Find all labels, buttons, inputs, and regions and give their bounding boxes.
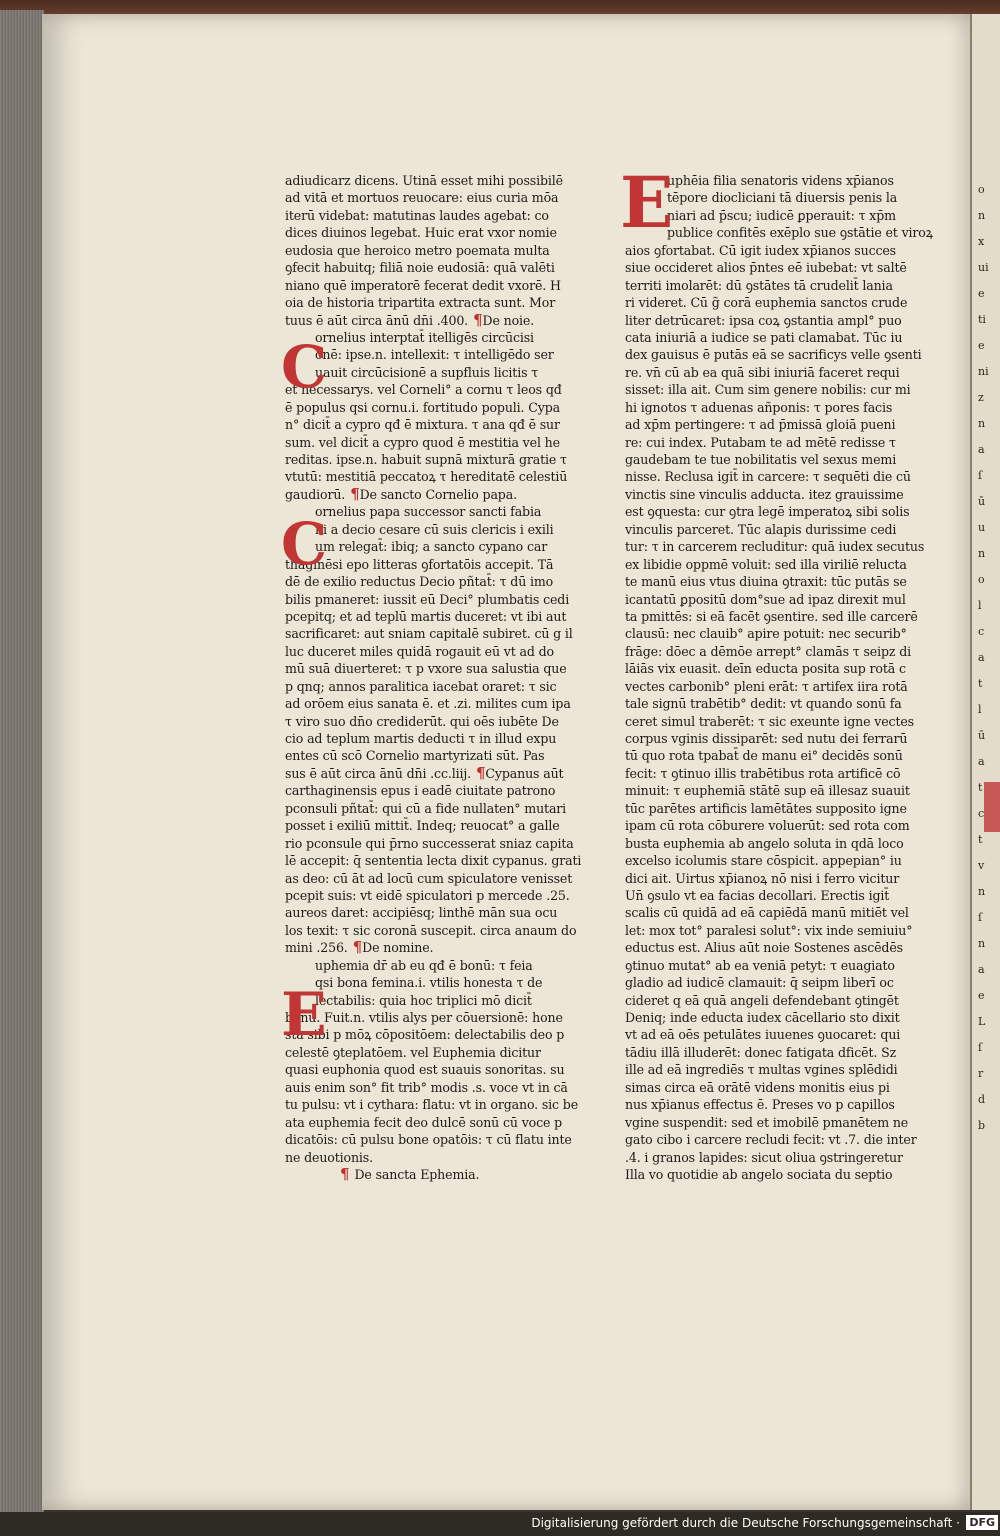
text-line	[285, 625, 603, 642]
next-page-fragment: c	[978, 625, 985, 638]
line-text: ad orōem eius sanata ē. et .zi. milites cum ipa	[285, 696, 571, 712]
text-line	[625, 904, 947, 921]
line-text: ipam cū rota cōburere voluerūt: sed rota com	[625, 818, 910, 834]
line-text: cio ad teplum martis deducti τ in illud expu	[285, 731, 557, 746]
line-text: posset i exiliū mittit̄. Indeq; reuocat° a galle	[285, 818, 560, 834]
text-line	[625, 974, 947, 991]
line-text: oia de historia tripartita extracta sunt. Mor	[285, 295, 556, 311]
text-line	[625, 1026, 947, 1043]
line-text: re. vn̄ cū ab ea quā sibi iniuriā faceret requi	[625, 364, 900, 380]
line-text: gladio ad iudicē clamauit: q̄ seipm liberī oc	[625, 975, 894, 991]
text-line	[285, 782, 603, 799]
line-text: Deniq; inde educta iudex cācellario sto dixit	[625, 1010, 900, 1025]
line-text: ta pmittēs: si eā facēt ꝯsentire. sed ille carcerē	[625, 608, 918, 624]
text-line	[285, 538, 603, 555]
text-line	[285, 922, 603, 939]
text-line	[625, 346, 947, 363]
line-text: busta euphemia ab angelo soluta in qdā loco	[625, 835, 904, 851]
next-page-fragment: ſ	[978, 911, 983, 924]
line-text: vgine suspendit: sed et imobilē pmanētem ne	[625, 1114, 909, 1130]
text-line	[625, 800, 947, 817]
text-line	[625, 503, 947, 520]
line-text: sisset: illa ait. Cum sim genere nobilis: cur mi	[625, 382, 911, 398]
text-line	[625, 713, 947, 730]
line-text: tū quo rota tpabat̄ de manu ei° decidēs sonū	[625, 748, 903, 764]
text-line	[285, 399, 603, 416]
text-line	[625, 591, 947, 608]
next-page-fragment: x	[978, 235, 985, 248]
text-line	[625, 329, 947, 346]
initial-c-cornelius-papa: C	[281, 510, 328, 578]
line-text: bonū. Fuit.n. vtilis alys per cōuersionē: hone	[285, 1010, 563, 1025]
next-page-fragment: a	[978, 651, 985, 664]
line-text: uphēia filia senatoris videns xp̄ianos	[667, 173, 894, 188]
text-line	[285, 294, 603, 311]
next-page-fragment: l	[978, 599, 982, 612]
text-line	[285, 904, 603, 921]
text-line	[625, 1131, 947, 1148]
text-line	[625, 1009, 947, 1026]
text-line	[625, 1114, 947, 1131]
next-page-fragment: ti	[978, 313, 986, 326]
line-text: bilis pmaneret: iussit eū Deci° plumbatis cedi	[285, 591, 570, 607]
line-text: p qnq; annos paralitica iacebat oraret: τ sic	[285, 678, 557, 694]
next-page-fragment: n	[978, 937, 986, 950]
line-text: gato cibo i carcere recludi fecit: vt .7. die inter	[625, 1132, 917, 1148]
initial-e-euphemia-left: E	[281, 980, 327, 1050]
line-text: tuus ē aūt circa ānū dn̄i .400.	[285, 312, 469, 328]
footer-bar	[0, 1512, 1000, 1536]
text-line	[285, 556, 603, 573]
line-text: sum. vel dicit̄ a cypro quod ē mestitia vel he	[285, 434, 560, 450]
line-text: vt ad eā oēs petulātes iuuenes ꝯuocaret: qui	[625, 1027, 901, 1043]
line-text: mini .256.	[285, 940, 348, 956]
text-line	[625, 1096, 947, 1113]
text-line	[625, 364, 947, 381]
next-page-fragment: o	[978, 183, 985, 196]
text-line	[285, 1149, 603, 1166]
text-line	[285, 486, 603, 503]
line-text: icantatū ꝑpositū dom°sue ad ipaz direxit mul	[625, 591, 906, 607]
line-text: ꝯfecit habuitq; filiā noie eudosiā: quā valēti	[285, 260, 555, 276]
text-line	[285, 1009, 603, 1026]
line-text: ē populus qsi cornu.i. fortitudo populi. Cypa	[285, 399, 560, 415]
line-text: τ viro suo dn̄o crediderūt. qui oēs iubēte De	[285, 713, 559, 729]
line-text: dices diuinos legebat. Huic erat vxor nomie	[285, 225, 557, 241]
text-line	[625, 1079, 947, 1096]
line-text: territi imolarēt: dū ꝯstātes tā crudelit̄ lania	[625, 277, 893, 293]
text-line	[285, 521, 603, 538]
text-line	[285, 468, 603, 485]
line-text: carthaginensis epus i eadē ciuitate patrono	[285, 783, 556, 799]
text-line	[285, 1061, 603, 1078]
line-text: luc duceret miles quidā rogauit eū vt ad do	[285, 643, 554, 659]
paragraph-mark-icon: ¶	[468, 311, 483, 329]
next-page-edge	[970, 14, 1000, 1510]
line-text: ri videret. Cū g̃ corā euphemia sanctos crude	[625, 295, 908, 311]
next-page-fragment: ſ	[978, 469, 983, 482]
text-line	[625, 277, 947, 294]
line-text: ad vitā et mortuos reuocare: eius curia mōa	[285, 190, 559, 206]
line-text: vectes carbonib° pleni erāt: τ artifex iira rotā	[625, 678, 908, 694]
line-text: tādiu illā illuderēt: donec fatigata dficēt. Sz	[625, 1044, 897, 1060]
text-line	[285, 695, 603, 712]
next-page-fragment: t	[978, 781, 983, 794]
next-page-red-initial	[984, 782, 1000, 832]
line-text: dē de exilio reductus Decio pñtat̄: τ dū imo	[285, 574, 554, 590]
line-text: n° dicit̄ a cypro qđ ē mixtura. τ ana qđ ē sur	[285, 417, 560, 433]
line-text: dex gauisus ē putās eā se sacrificys velle ꝯsenti	[625, 347, 922, 363]
text-line	[625, 782, 947, 799]
line-text: ꝯtinuo mutat° ab ea veniā petyt: τ euagiato	[625, 957, 895, 973]
next-page-fragment: t	[978, 833, 983, 846]
next-page-fragment: n	[978, 417, 986, 430]
text-line	[625, 573, 947, 590]
text-line	[285, 189, 603, 206]
text-line	[285, 608, 603, 625]
text-line	[285, 870, 603, 887]
text-line	[285, 887, 603, 904]
text-line	[285, 1044, 603, 1061]
line-text: ornelius papa successor sancti fabia	[315, 504, 542, 520]
line-text: qsi bona femina.i. vtilis honesta τ de	[315, 975, 543, 991]
text-line	[625, 538, 947, 555]
text-line	[625, 1044, 947, 1061]
text-line	[285, 346, 603, 363]
line-text: tu pulsu: vt i cythara: flatu: vt in organo. sic be	[285, 1097, 579, 1113]
line-text: hi ignotos τ aduenas añponis: τ pores facis	[625, 399, 893, 415]
line-text: tūc parētes artificis lamētātes supposito igne	[625, 800, 907, 816]
line-text: siue occideret alios p̄ntes eē iubebat: vt saltē	[625, 260, 907, 276]
footer-credit: Digitalisierung gefördert durch die Deutsche Forschungsgemeinschaft ·	[531, 1516, 960, 1530]
text-line	[625, 294, 947, 311]
next-page-fragment: v	[978, 859, 985, 872]
next-page-fragment: L	[978, 1015, 986, 1028]
text-line	[625, 678, 947, 695]
text-line	[625, 992, 947, 1009]
text-line	[625, 765, 947, 782]
line-text: celestē ꝯteplatōem. vel Euphemia dicitur	[285, 1044, 541, 1060]
next-page-fragment: e	[978, 287, 985, 300]
line-text: .4. i granos lapides: sicut oliua ꝯstringeretur	[625, 1149, 903, 1165]
text-line	[625, 468, 947, 485]
line-text: dicatōis: cū pulsu bone opatōis: τ cū flatu inte	[285, 1132, 572, 1148]
line-text: tur: τ in carcerem recluditur: quā iudex secutus	[625, 539, 925, 555]
rubric-heading: De sancto Cornelio papa.	[359, 486, 517, 502]
line-text: vtutū: mestitiā peccatoꝝ τ hereditatē celestiū	[285, 469, 568, 485]
text-line	[285, 713, 603, 730]
line-text: iterū videbat: matutinas laudes agebat: co	[285, 207, 549, 223]
paragraph-mark-icon: ¶	[347, 939, 363, 957]
next-page-fragment: ni	[978, 365, 989, 378]
line-text: liter detrūcaret: ipsa coꝝ ꝯstantia ampl° puo	[625, 312, 902, 328]
text-line	[285, 1079, 603, 1096]
line-text: pcepit suis: vt eidē spiculatori p mercede .25.	[285, 887, 570, 903]
next-page-fragment: ui	[978, 261, 989, 274]
text-line	[285, 364, 603, 381]
text-line	[285, 172, 603, 189]
line-text: sacrificaret: aut sniam capitalē subiret. cū g il	[285, 626, 573, 642]
text-line	[625, 730, 947, 747]
text-line	[625, 625, 947, 642]
line-text: et necessarys. vel Corneli° a cornu τ leos qđ	[285, 382, 562, 398]
line-text: ni a decio cesare cū suis clericis i exili	[315, 521, 554, 537]
line-text: um relegat̄: ibiq; a sancto cypano car	[315, 539, 548, 555]
line-text: quasi euphonia quod est suauis sonoritas. su	[285, 1062, 565, 1078]
line-text: nisse. Reclusa igit̄ in carcere: τ sequēti die cū	[625, 469, 911, 485]
line-text: adiudicarz dicens. Utinā esset mihi possibilē	[285, 173, 563, 188]
right-text-column	[625, 172, 947, 1183]
text-line	[285, 852, 603, 869]
line-text: rio pconsule qui p̄rno successerat sniaz capita	[285, 835, 574, 851]
next-page-fragment: a	[978, 755, 985, 768]
text-line	[625, 608, 947, 625]
text-line	[625, 922, 947, 939]
text-line	[625, 451, 947, 468]
text-line	[625, 817, 947, 834]
next-page-fragment: l	[978, 703, 982, 716]
line-text: simas circa eā orātē videns monitis eius pi	[625, 1079, 890, 1095]
line-text: gaudiorū.	[285, 486, 346, 502]
next-page-fragment: z	[978, 391, 984, 404]
line-text: ille ad eā ingrediēs τ multas vgines splēdidi	[625, 1062, 898, 1078]
line-text: ata euphemia fecit deo dulcē sonū cū voce p	[285, 1114, 563, 1130]
line-text: De sancta Ephemia.	[354, 1166, 480, 1182]
line-text: los texit: τ sic coronā suscepit. circa anaum do	[285, 922, 577, 938]
line-text: vinculis parceret. Tūc alapis durissime cedi	[625, 521, 897, 537]
text-line	[285, 207, 603, 224]
line-text: lāiās vix euasit. deīn educta posita sup rotā c	[625, 661, 906, 677]
line-text: cata iniuriā a iudice se pati clamabat. Tūc iu	[625, 329, 903, 345]
line-text: lectabilis: quia hoc triplici mō dicit̄	[315, 992, 532, 1008]
text-line	[625, 660, 947, 677]
next-page-fragment: ſ	[978, 1041, 983, 1054]
text-line	[625, 1061, 947, 1078]
text-line	[285, 730, 603, 747]
text-line	[625, 1166, 947, 1183]
line-text: scalis cū quidā ad eā capiēdā manū mitiēt vel	[625, 905, 909, 921]
line-text: entes cū scō Cornelio martyrizati sūt. Pas	[285, 748, 545, 764]
rubric-heading: Cypanus aūt	[485, 765, 564, 781]
line-text: excelso icolumis stare cōspicit. appepian° iu	[625, 853, 902, 869]
next-page-fragment: a	[978, 443, 985, 456]
paragraph-mark-icon: ¶	[470, 764, 486, 782]
line-text: eductus est. Alius aūt noie Sostenes ascēdēs	[625, 940, 903, 956]
text-line	[285, 381, 603, 398]
line-text: ex libidie oppmē voluit: sed illa viriliē relucta	[625, 556, 907, 572]
text-line	[285, 224, 603, 241]
line-text: clausū: nec clauib° apire potuit: nec securib°	[625, 626, 907, 642]
rubric-heading: De noie.	[482, 312, 535, 328]
line-text: eudosia que heroico metro poemata multa	[285, 242, 550, 258]
line-text: fecit: τ ꝯtinuo illis trabētibus rota artificē cō	[625, 765, 901, 781]
text-line	[625, 242, 947, 259]
line-text: frāge: dōec a dēmōe arrept° clamās τ seipz di	[625, 643, 911, 659]
line-text: cideret q eā quā angeli defendebant ꝯtingēt	[625, 992, 899, 1008]
text-line	[625, 556, 947, 573]
text-line	[285, 643, 603, 660]
text-line	[625, 887, 947, 904]
line-text: niano quē imperatorē fecerat dedit vxorē. H	[285, 277, 561, 293]
next-page-fragment: t	[978, 677, 983, 690]
text-line	[625, 835, 947, 852]
next-page-fragment: r	[978, 1067, 984, 1080]
text-line	[285, 817, 603, 834]
text-line	[625, 747, 947, 764]
text-line	[625, 416, 947, 433]
line-text: as deo: cū āt ad locū cum spiculatore venisset	[285, 870, 573, 886]
text-line	[625, 643, 947, 660]
line-text: ceret simul traberēt: τ sic exeunte igne vectes	[625, 713, 914, 729]
text-line	[285, 1096, 603, 1113]
text-line	[285, 329, 603, 346]
line-text: aureos daret: accipiēsq; linthē mān sua ocu	[285, 905, 558, 921]
text-line	[285, 277, 603, 294]
next-page-fragment: ū	[978, 495, 986, 508]
line-text: niari ad p̄scu; iudicē ꝑperauit: τ xp̄m	[667, 207, 896, 223]
next-page-fragment: n	[978, 885, 986, 898]
text-line	[285, 660, 603, 677]
text-line	[285, 451, 603, 468]
line-text: est ꝯquesta: cur ꝯtra legē imperatoꝝ sibi solis	[625, 504, 910, 520]
dfg-logo: DFG	[966, 1515, 998, 1530]
initial-c-cornelius: C	[281, 333, 328, 401]
next-page-fragment: c	[978, 807, 985, 820]
text-line	[285, 416, 603, 433]
line-text: let: mox tot° paralesi solut°: vix inde semiuiu°	[625, 922, 913, 938]
paragraph-mark-icon: ¶	[340, 1165, 355, 1183]
text-line	[625, 259, 947, 276]
next-page-fragment: e	[978, 989, 985, 1002]
initial-e-euphemia-right: E	[620, 161, 674, 244]
text-line	[625, 870, 947, 887]
line-text: ornelius interptat̄ itelligēs circūcisi	[315, 329, 534, 345]
text-line	[625, 939, 947, 956]
text-line	[625, 486, 947, 503]
next-page-fragment: e	[978, 339, 985, 352]
next-page-fragment: u	[978, 521, 986, 534]
text-line	[285, 242, 603, 259]
text-line	[285, 1131, 603, 1148]
text-line	[625, 852, 947, 869]
line-text: ne deuotionis.	[285, 1149, 373, 1165]
line-text: te manū eius vtus diuina ꝯtraxit: tūc putās se	[625, 574, 907, 590]
next-page-fragment: a	[978, 963, 985, 976]
line-text: reditas. ipse.n. habuit supnā mixturā gratie τ	[285, 452, 567, 467]
line-text: dici ait. Uirtus xp̄ianoꝝ nō nisi i ferro vicitur	[625, 870, 900, 886]
rubric-heading: De nomine.	[362, 940, 434, 956]
next-page-fragment: n	[978, 547, 986, 560]
text-line	[625, 381, 947, 398]
text-line	[625, 957, 947, 974]
line-text: minuit: τ euphemiā stātē sup eā illesaz suauit	[625, 783, 910, 799]
text-line	[625, 521, 947, 538]
text-line	[285, 974, 603, 991]
line-text: sta sibi p mōꝝ cōpositōem: delectabilis deo p	[285, 1027, 565, 1043]
next-page-fragment: d	[978, 1093, 986, 1106]
line-text: uphemia dr̄ ab eu qđ ē bonū: τ feia	[315, 957, 533, 973]
text-line	[285, 312, 603, 329]
section-heading-euphemia	[285, 1166, 603, 1183]
line-text: thaginēsi epo litteras ꝯfortatōis accepit. Tā	[285, 556, 554, 572]
text-line	[285, 591, 603, 608]
line-text: corpus vginis dissiparēt: sed nutu dei ferrarū	[625, 731, 908, 746]
text-line	[285, 503, 603, 520]
text-line	[285, 992, 603, 1009]
text-line	[625, 1149, 947, 1166]
text-line	[625, 434, 947, 451]
line-text: vinctis sine vinculis adducta. itez grauissime	[625, 486, 904, 502]
line-text: tēpore diocliciani tā diuersis penis la	[667, 190, 898, 206]
text-line	[625, 399, 947, 416]
line-text: Illa vo quotidie ab angelo sociata du septio	[625, 1166, 893, 1182]
text-line	[285, 1026, 603, 1043]
line-text: uauit circūcisionē a supfluis licitis τ	[315, 364, 539, 380]
line-text: pconsuli pñtat̄: qui cū a fide nullaten° mutari	[285, 800, 567, 816]
text-line	[285, 747, 603, 764]
text-line	[285, 835, 603, 852]
text-line	[285, 800, 603, 817]
text-line	[285, 1114, 603, 1131]
page-edges	[0, 10, 44, 1512]
text-line	[285, 957, 603, 974]
text-line	[285, 765, 603, 782]
line-text: nus xp̄ianus effectus ē. Preses vo p capillos	[625, 1097, 895, 1113]
line-text: aios ꝯfortabat. Cū igit iudex xp̄ianos succes	[625, 242, 896, 258]
text-line	[285, 939, 603, 956]
text-line	[625, 695, 947, 712]
line-text: lē accepit: q̄ sententia lecta dixit cypanus. grati	[285, 853, 582, 869]
line-text: pcepitq; et ad teplū martis duceret: vt ibi aut	[285, 608, 567, 624]
line-text: auis enim son° fit trib° modis .s. voce vt in cā	[285, 1079, 568, 1095]
text-line	[285, 434, 603, 451]
text-line	[285, 259, 603, 276]
line-text: gaudebam te tue nobilitatis vel sexus memi	[625, 452, 897, 467]
line-text: publice confitēs exēplo sue ꝯstātie et viroꝝ	[667, 225, 933, 241]
left-text-column	[285, 172, 603, 1183]
line-text: tale signū trabētib° dedit: vt quando sonū fa	[625, 696, 902, 712]
line-text: re: cui index. Putabam te ad mētē redisse τ	[625, 434, 896, 450]
text-line	[285, 678, 603, 695]
line-text: onē: ipse.n. intellexit: τ intelligēdo ser	[315, 347, 554, 363]
next-page-fragment: n	[978, 209, 986, 222]
text-line	[285, 573, 603, 590]
next-page-fragment: b	[978, 1119, 986, 1132]
next-page-fragment: o	[978, 573, 985, 586]
line-text: ad xp̄m pertingere: τ ad p̄missā gloiā pueni	[625, 417, 896, 433]
paragraph-mark-icon: ¶	[345, 485, 360, 503]
line-text: sus ē aūt circa ānū dn̄i .cc.liij.	[285, 765, 471, 781]
text-line	[625, 312, 947, 329]
line-text: Un̄ ꝯsulo vt ea facias decollari. Erectis igit̄	[625, 887, 890, 903]
next-page-fragment: ū	[978, 729, 986, 742]
line-text: mū suā diuerteret: τ p vxore sua salustia que	[285, 661, 567, 677]
